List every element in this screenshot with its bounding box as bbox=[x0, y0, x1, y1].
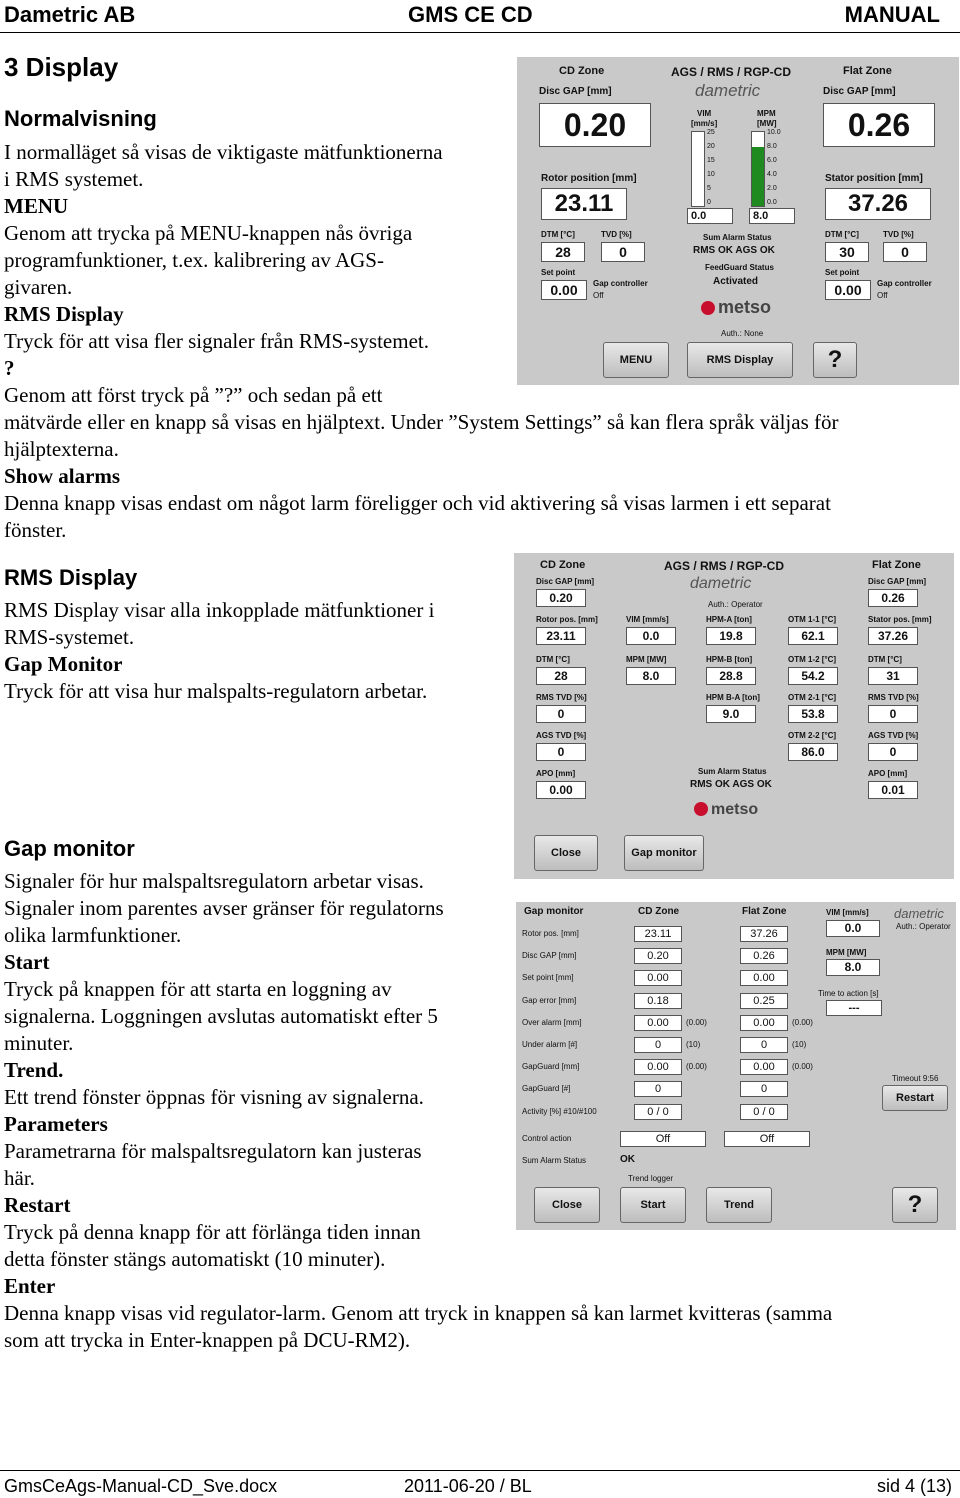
row-label: Set point [mm] bbox=[522, 973, 574, 982]
subheading-trend: Trend. bbox=[4, 1058, 64, 1082]
section-title-text: 3 Display bbox=[4, 52, 119, 82]
metso-logo-icon bbox=[701, 301, 715, 315]
mpm-tick-label: 4.0 bbox=[767, 171, 777, 178]
control-action-cd-value[interactable]: Off bbox=[620, 1131, 706, 1147]
text-line: programfunktioner, t.ex. kalibrering av AGS- bbox=[4, 248, 384, 272]
field-value[interactable]: 0 bbox=[536, 743, 586, 761]
row-label: Over alarm [mm] bbox=[522, 1018, 582, 1027]
field-value[interactable]: 0.0 bbox=[626, 627, 676, 645]
field-value[interactable]: 0.20 bbox=[536, 589, 586, 607]
flat-zone-limit: (10) bbox=[792, 1040, 807, 1049]
field-value[interactable]: 8.0 bbox=[626, 667, 676, 685]
screen-title: AGS / RMS / RGP-CD bbox=[671, 65, 792, 79]
text-line: i RMS systemet. bbox=[4, 167, 144, 191]
section-title bbox=[4, 52, 118, 83]
screenshot-rms-display bbox=[514, 553, 954, 879]
subheading-show-alarms: Show alarms bbox=[4, 464, 121, 488]
subheading-parameters: Parameters bbox=[4, 1112, 108, 1136]
row-label: Under alarm [#] bbox=[522, 1040, 578, 1049]
subheading-restart: Restart bbox=[4, 1193, 71, 1217]
field-value[interactable]: 0 bbox=[536, 705, 586, 723]
help-button[interactable]: ? bbox=[892, 1187, 938, 1223]
field-value[interactable]: 0.26 bbox=[868, 589, 918, 607]
auth-status: Auth.: Operator bbox=[708, 600, 763, 609]
gap-controller-cd-value: Off bbox=[593, 291, 604, 300]
close-button[interactable]: Close bbox=[534, 835, 598, 871]
row-label: Rotor pos. [mm] bbox=[522, 929, 579, 938]
field-value[interactable]: 9.0 bbox=[706, 705, 756, 723]
screenshot-normal-view bbox=[517, 57, 959, 385]
flat-zone-limit: (0.00) bbox=[792, 1018, 813, 1027]
field-label: DTM [°C] bbox=[536, 655, 570, 664]
heading-normalvisning: Normalvisning bbox=[4, 106, 157, 131]
auth-status: Auth.: None bbox=[721, 329, 764, 338]
control-action-label: Control action bbox=[522, 1134, 572, 1143]
flat-zone-label: Flat Zone bbox=[872, 559, 921, 571]
flat-zone-label: Flat Zone bbox=[742, 906, 787, 917]
mpm-tick-label: 2.0 bbox=[767, 185, 777, 192]
footer-date: 2011-06-20 / BL bbox=[404, 1476, 532, 1496]
start-button[interactable]: Start bbox=[620, 1187, 686, 1223]
field-label: MPM [MW] bbox=[626, 655, 667, 664]
menu-button[interactable]: MENU bbox=[603, 342, 669, 378]
field-value[interactable]: 28.8 bbox=[706, 667, 756, 685]
cd-zone-value[interactable]: 0.18 bbox=[634, 993, 682, 1009]
field-value[interactable]: 86.0 bbox=[788, 743, 838, 761]
trend-button[interactable]: Trend bbox=[706, 1187, 772, 1223]
stator-position-label: Stator position [mm] bbox=[825, 173, 923, 184]
cd-zone-value[interactable]: 0.00 bbox=[634, 970, 682, 986]
text-line: olika larmfunktioner. bbox=[4, 923, 182, 947]
tvd-cd-value[interactable]: 0 bbox=[601, 242, 645, 262]
vim-tick-label: 15 bbox=[707, 157, 715, 164]
dametric-logo: dametric bbox=[894, 906, 944, 921]
flat-zone-limit: (0.00) bbox=[792, 1062, 813, 1071]
text-block-rms bbox=[4, 597, 434, 705]
flat-zone-value[interactable]: 0 bbox=[740, 1081, 788, 1097]
close-button[interactable]: Close bbox=[534, 1187, 600, 1223]
header-divider bbox=[0, 32, 960, 33]
flat-zone-value[interactable]: 0.26 bbox=[740, 948, 788, 964]
text-line: mätvärde eller en knapp så visas en hjälptext. Under ”System Settings” så kan flera språk väljas för bbox=[4, 410, 839, 434]
vim-tick-label: 0 bbox=[707, 199, 711, 206]
disc-gap-cd-value[interactable]: 0.20 bbox=[539, 103, 651, 147]
cd-zone-limit: (0.00) bbox=[686, 1062, 707, 1071]
field-label: RMS TVD [%] bbox=[536, 693, 587, 702]
flat-zone-value[interactable]: 0.00 bbox=[740, 970, 788, 986]
vim-value[interactable]: 0.0 bbox=[687, 208, 733, 224]
gap-monitor-button[interactable]: Gap monitor bbox=[624, 835, 704, 871]
subheading-gap-monitor: Gap Monitor bbox=[4, 652, 123, 676]
gap-controller-cd-label: Gap controller bbox=[593, 279, 648, 288]
field-value[interactable]: 62.1 bbox=[788, 627, 838, 645]
field-label: APO [mm] bbox=[868, 769, 908, 778]
mpm-label: MPM [MW] bbox=[826, 948, 867, 957]
cd-zone-value[interactable]: 0 bbox=[634, 1037, 682, 1053]
metso-logo-text: metso bbox=[718, 297, 772, 317]
time-to-action-value[interactable]: --- bbox=[826, 1000, 882, 1016]
tvd-cd-label: TVD [%] bbox=[601, 230, 632, 239]
text-line: RMS-systemet. bbox=[4, 625, 135, 649]
row-label: Activity [%] #10/#100 bbox=[522, 1107, 597, 1116]
cd-zone-value[interactable]: 23.11 bbox=[634, 926, 682, 942]
vim-tick-label: 20 bbox=[707, 143, 715, 150]
sum-alarm-label: Sum Alarm Status bbox=[698, 767, 767, 776]
page-header bbox=[0, 0, 960, 32]
gap-monitor-title: Gap monitor bbox=[524, 906, 584, 917]
sum-alarm-label: Sum Alarm Status bbox=[522, 1156, 587, 1165]
setpoint-cd-label: Set point bbox=[541, 268, 576, 277]
setpoint-flat-value[interactable]: 0.00 bbox=[825, 280, 871, 300]
vim-tick-label: 5 bbox=[707, 185, 711, 192]
text-line: minuter. bbox=[4, 1031, 74, 1055]
mpm-value[interactable]: 8.0 bbox=[826, 959, 880, 976]
cd-zone-value[interactable]: 0 bbox=[634, 1081, 682, 1097]
vim-tick-label: 25 bbox=[707, 129, 715, 136]
timeout-label: Timeout 9:56 bbox=[892, 1074, 939, 1083]
field-value[interactable]: 37.26 bbox=[868, 627, 918, 645]
sum-alarm-label: Sum Alarm Status bbox=[703, 233, 772, 242]
mpm-tick-label: 6.0 bbox=[767, 157, 777, 164]
text-line: Parametrarna för malspaltsregulatorn kan justeras bbox=[4, 1139, 422, 1163]
vim-label: VIM [mm/s] bbox=[826, 908, 869, 917]
subheading-help: ? bbox=[4, 356, 15, 380]
text-line: RMS Display visar alla inkopplade mätfunktioner i bbox=[4, 598, 435, 622]
mpm-bar bbox=[751, 131, 765, 207]
row-label: GapGuard [mm] bbox=[522, 1062, 580, 1071]
metso-logo-text: metso bbox=[711, 801, 759, 818]
text-line: Ett trend fönster öppnas för visning av signalerna. bbox=[4, 1085, 424, 1109]
field-label: OTM 1-2 [°C] bbox=[788, 655, 837, 664]
cd-zone-value[interactable]: 0.20 bbox=[634, 948, 682, 964]
row-label: Gap error [mm] bbox=[522, 996, 577, 1005]
cd-zone-label: CD Zone bbox=[559, 65, 605, 77]
rotor-position-value[interactable]: 23.11 bbox=[541, 188, 627, 220]
trend-logger-label: Trend logger bbox=[628, 1174, 674, 1183]
vim-unit: [mm/s] bbox=[691, 119, 718, 128]
field-label: OTM 2-2 [°C] bbox=[788, 731, 837, 740]
help-button[interactable]: ? bbox=[813, 342, 857, 378]
text-line: här. bbox=[4, 1166, 35, 1190]
text-line: hjälptexterna. bbox=[4, 437, 119, 461]
mpm-tick-label: 10.0 bbox=[767, 129, 781, 136]
flat-zone-value[interactable]: 0.00 bbox=[740, 1059, 788, 1075]
sum-alarm-value: OK bbox=[620, 1154, 635, 1165]
vim-value[interactable]: 0.0 bbox=[826, 920, 880, 937]
tvd-flat-value[interactable]: 0 bbox=[883, 242, 927, 262]
text-line: detta fönster stängs automatiskt (10 minuter). bbox=[4, 1247, 386, 1271]
feedguard-value: Activated bbox=[713, 276, 759, 287]
field-label: Disc GAP [mm] bbox=[536, 577, 595, 586]
field-label: HPM-A [ton] bbox=[706, 615, 752, 624]
field-value[interactable]: 28 bbox=[536, 667, 586, 685]
field-label: AGS TVD [%] bbox=[868, 731, 919, 740]
field-label: Stator pos. [mm] bbox=[868, 615, 932, 624]
field-value[interactable]: 31 bbox=[868, 667, 918, 685]
auth-status: Auth.: Operator bbox=[896, 922, 951, 931]
field-value[interactable]: 54.2 bbox=[788, 667, 838, 685]
text-line: Denna knapp visas vid regulator-larm. Genom att tryck in knappen så kan larmet kvitteras (samma bbox=[4, 1301, 833, 1325]
text-line: signalerna. Loggningen avslutas automatiskt efter 5 bbox=[4, 1004, 438, 1028]
text-line: Tryck på knappen för att starta en loggning av bbox=[4, 977, 392, 1001]
vim-tick-label: 10 bbox=[707, 171, 715, 178]
rotor-position-label: Rotor position [mm] bbox=[541, 173, 637, 184]
dametric-logo: dametric bbox=[690, 575, 752, 592]
header-product: GMS CE CD bbox=[408, 2, 533, 27]
text-line: Genom att först tryck på ”?” och sedan på ett bbox=[4, 383, 383, 407]
time-to-action-label: Time to action [s] bbox=[818, 989, 879, 998]
flat-zone-value[interactable]: 37.26 bbox=[740, 926, 788, 942]
flat-zone-value[interactable]: 0 bbox=[740, 1037, 788, 1053]
disc-gap-flat-value[interactable]: 0.26 bbox=[823, 103, 935, 147]
field-label: APO [mm] bbox=[536, 769, 576, 778]
field-label: OTM 2-1 [°C] bbox=[788, 693, 837, 702]
cd-zone-label: CD Zone bbox=[540, 559, 586, 571]
subheading-enter: Enter bbox=[4, 1274, 56, 1298]
mpm-unit: [MW] bbox=[757, 119, 777, 128]
rms-display-button[interactable]: RMS Display bbox=[687, 342, 793, 378]
dtm-cd-value[interactable]: 28 bbox=[541, 242, 585, 262]
field-label: Disc GAP [mm] bbox=[868, 577, 927, 586]
text-line: Denna knapp visas endast om något larm föreligger och vid aktivering så visas larmen i ett separat bbox=[4, 491, 831, 515]
dametric-logo: dametric bbox=[695, 81, 761, 100]
text-line: Tryck för att visa hur malspalts-regulatorn arbetar. bbox=[4, 679, 428, 703]
field-label: VIM [mm/s] bbox=[626, 615, 669, 624]
setpoint-flat-label: Set point bbox=[825, 268, 860, 277]
field-label: RMS TVD [%] bbox=[868, 693, 919, 702]
control-action-flat-value[interactable]: Off bbox=[724, 1131, 810, 1147]
footer-page-number: sid 4 (13) bbox=[876, 1476, 952, 1496]
disc-gap-cd-label: Disc GAP [mm] bbox=[539, 86, 612, 97]
dtm-flat-label: DTM [°C] bbox=[825, 230, 859, 239]
field-value[interactable]: 0 bbox=[868, 743, 918, 761]
field-value[interactable]: 23.11 bbox=[536, 627, 586, 645]
screenshot-gap-monitor bbox=[516, 902, 956, 1230]
tvd-flat-label: TVD [%] bbox=[883, 230, 914, 239]
screen-title: AGS / RMS / RGP-CD bbox=[664, 559, 785, 573]
metso-logo bbox=[701, 297, 771, 318]
heading-gap-monitor: Gap monitor bbox=[4, 836, 135, 861]
field-label: HPM B-A [ton] bbox=[706, 693, 760, 702]
row-label: GapGuard [#] bbox=[522, 1084, 571, 1093]
footer-divider bbox=[0, 1470, 960, 1471]
cd-zone-limit: (10) bbox=[686, 1040, 701, 1049]
footer-filename: GmsCeAgs-Manual-CD_Sve.docx bbox=[4, 1476, 278, 1496]
gap-controller-flat-label: Gap controller bbox=[877, 279, 932, 288]
text-line: Genom att trycka på MENU-knappen nås övriga bbox=[4, 221, 413, 245]
cd-zone-value[interactable]: 0.00 bbox=[634, 1059, 682, 1075]
stator-position-value[interactable]: 37.26 bbox=[825, 188, 931, 220]
text-line: Signaler för hur malspaltsregulatorn arbetar visas. bbox=[4, 869, 424, 893]
sum-alarm-value: RMS OK AGS OK bbox=[690, 779, 772, 790]
vim-label: VIM bbox=[697, 109, 712, 118]
metso-logo bbox=[694, 801, 758, 819]
dtm-cd-label: DTM [°C] bbox=[541, 230, 575, 239]
feedguard-label: FeedGuard Status bbox=[705, 263, 774, 272]
sum-alarm-value: RMS OK AGS OK bbox=[693, 245, 775, 256]
text-line: Signaler inom parentes avser gränser för regulatorns bbox=[4, 896, 444, 920]
cd-zone-value[interactable]: 0.00 bbox=[634, 1015, 682, 1031]
mpm-label: MPM bbox=[757, 109, 776, 118]
flat-zone-value[interactable]: 0 / 0 bbox=[740, 1104, 788, 1120]
text-line: givaren. bbox=[4, 275, 73, 299]
setpoint-cd-value[interactable]: 0.00 bbox=[541, 280, 587, 300]
row-label: Disc GAP [mm] bbox=[522, 951, 577, 960]
flat-zone-value[interactable]: 0.00 bbox=[740, 1015, 788, 1031]
header-company: Dametric AB bbox=[4, 2, 136, 27]
text-line: I normalläget så visas de viktigaste mätfunktionerna bbox=[4, 140, 443, 164]
text-line: som att trycka in Enter-knappen på DCU-RM2). bbox=[4, 1328, 411, 1352]
metso-logo-icon bbox=[694, 802, 708, 816]
dtm-flat-value[interactable]: 30 bbox=[825, 242, 869, 262]
cd-zone-value[interactable]: 0 / 0 bbox=[634, 1104, 682, 1120]
mpm-tick-label: 0.0 bbox=[767, 199, 777, 206]
flat-zone-value[interactable]: 0.25 bbox=[740, 993, 788, 1009]
cd-zone-limit: (0.00) bbox=[686, 1018, 707, 1027]
mpm-value[interactable]: 8.0 bbox=[749, 208, 795, 224]
cd-zone-label: CD Zone bbox=[638, 906, 680, 917]
text-line: fönster. bbox=[4, 518, 67, 542]
flat-zone-label: Flat Zone bbox=[843, 65, 892, 77]
field-label: Rotor pos. [mm] bbox=[536, 615, 598, 624]
subheading-menu: MENU bbox=[4, 194, 69, 218]
field-value[interactable]: 0.00 bbox=[536, 781, 586, 799]
restart-button[interactable]: Restart bbox=[882, 1085, 948, 1111]
field-label: OTM 1-1 [°C] bbox=[788, 615, 837, 624]
disc-gap-flat-label: Disc GAP [mm] bbox=[823, 86, 896, 97]
text-line: Tryck för att visa fler signaler från RMS-systemet. bbox=[4, 329, 429, 353]
field-value[interactable]: 19.8 bbox=[706, 627, 756, 645]
text-line: Tryck på denna knapp för att förlänga tiden innan bbox=[4, 1220, 421, 1244]
gap-controller-flat-value: Off bbox=[877, 291, 888, 300]
subheading-start: Start bbox=[4, 950, 50, 974]
field-label: HPM-B [ton] bbox=[706, 655, 753, 664]
vim-bar bbox=[691, 131, 705, 207]
header-doc-type: MANUAL bbox=[844, 2, 940, 27]
subheading-rms-display: RMS Display bbox=[4, 302, 124, 326]
field-label: AGS TVD [%] bbox=[536, 731, 587, 740]
field-value[interactable]: 0 bbox=[868, 705, 918, 723]
field-value[interactable]: 0.01 bbox=[868, 781, 918, 799]
field-label: DTM [°C] bbox=[868, 655, 902, 664]
field-value[interactable]: 53.8 bbox=[788, 705, 838, 723]
mpm-tick-label: 8.0 bbox=[767, 143, 777, 150]
mpm-bar-fill bbox=[752, 147, 764, 206]
heading-rms-display: RMS Display bbox=[4, 565, 138, 590]
